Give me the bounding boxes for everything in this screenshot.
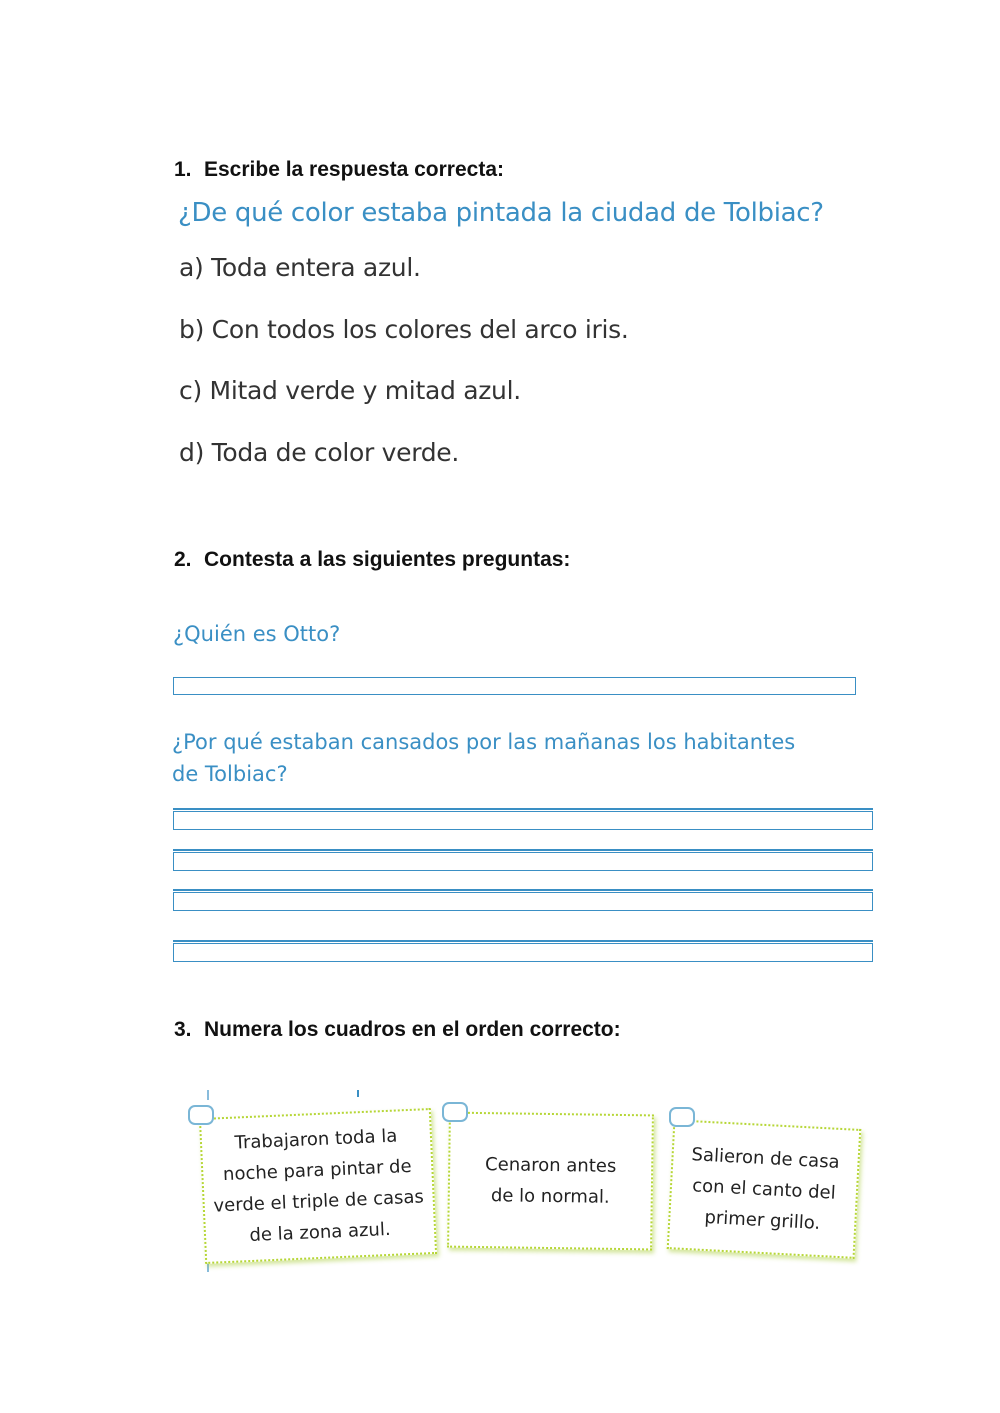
card-3-number-box[interactable] xyxy=(669,1107,695,1127)
resize-handle xyxy=(357,1090,359,1097)
section2-number: 2. xyxy=(174,548,192,571)
card-2-text xyxy=(484,1149,616,1213)
question-tired-line1: ¿Por qué estaban cansados por las mañanas los habitantes xyxy=(172,730,796,754)
section1-title: Escribe la respuesta correcta: xyxy=(204,158,504,181)
question-tired-line2: de Tolbiac? xyxy=(172,762,288,786)
section2-heading xyxy=(174,548,570,572)
answer-field-tired-2[interactable] xyxy=(173,852,873,871)
answer-rule xyxy=(173,849,873,851)
answer-field-tired-4[interactable] xyxy=(173,943,873,962)
card-1-line: verde el triple de casas xyxy=(213,1186,425,1217)
section1-question: ¿De qué color estaba pintada la ciudad de Tolbiac? xyxy=(178,198,824,228)
sequence-card-1 xyxy=(199,1108,437,1264)
question-otto: ¿Quién es Otto? xyxy=(173,622,341,646)
option-d[interactable]: d) Toda de color verde. xyxy=(179,438,460,467)
card-2-line: de lo normal. xyxy=(490,1185,610,1208)
answer-rule xyxy=(173,808,873,810)
card-3-line: con el canto del xyxy=(691,1174,837,1204)
card-1-line: Trabajaron toda la xyxy=(234,1125,398,1154)
sequence-card-3 xyxy=(667,1119,862,1259)
card-2-line: Cenaron antes xyxy=(484,1154,617,1177)
sequence-card-2 xyxy=(447,1112,654,1251)
section1-number: 1. xyxy=(174,158,192,181)
card-3-line: primer grillo. xyxy=(704,1206,821,1234)
answer-rule xyxy=(173,889,873,891)
card-3-line: Salieron de casa xyxy=(691,1143,841,1173)
option-b[interactable]: b) Con todos los colores del arco iris. xyxy=(179,315,629,344)
section3-number: 3. xyxy=(174,1018,192,1041)
section3-heading xyxy=(174,1018,621,1042)
section1-heading xyxy=(174,158,504,182)
card-1-line: noche para pintar de xyxy=(222,1155,413,1186)
option-c[interactable]: c) Mitad verde y mitad azul. xyxy=(179,376,521,405)
card-2-number-box[interactable] xyxy=(442,1102,468,1122)
option-a[interactable]: a) Toda entera azul. xyxy=(179,253,421,282)
card-3-text xyxy=(688,1139,841,1240)
section3-title: Numera los cuadros en el orden correcto: xyxy=(204,1018,621,1041)
answer-field-otto[interactable] xyxy=(173,677,856,695)
card-1-line: de la zona azul. xyxy=(249,1218,392,1247)
answer-field-tired-1[interactable] xyxy=(173,811,873,830)
question-tired xyxy=(172,726,812,790)
section2-title: Contesta a las siguientes preguntas: xyxy=(204,548,571,571)
answer-field-tired-3[interactable] xyxy=(173,892,873,911)
card-1-number-box[interactable] xyxy=(188,1105,214,1125)
answer-rule xyxy=(173,940,873,942)
card-1-text xyxy=(210,1119,426,1252)
resize-handle xyxy=(207,1090,209,1100)
